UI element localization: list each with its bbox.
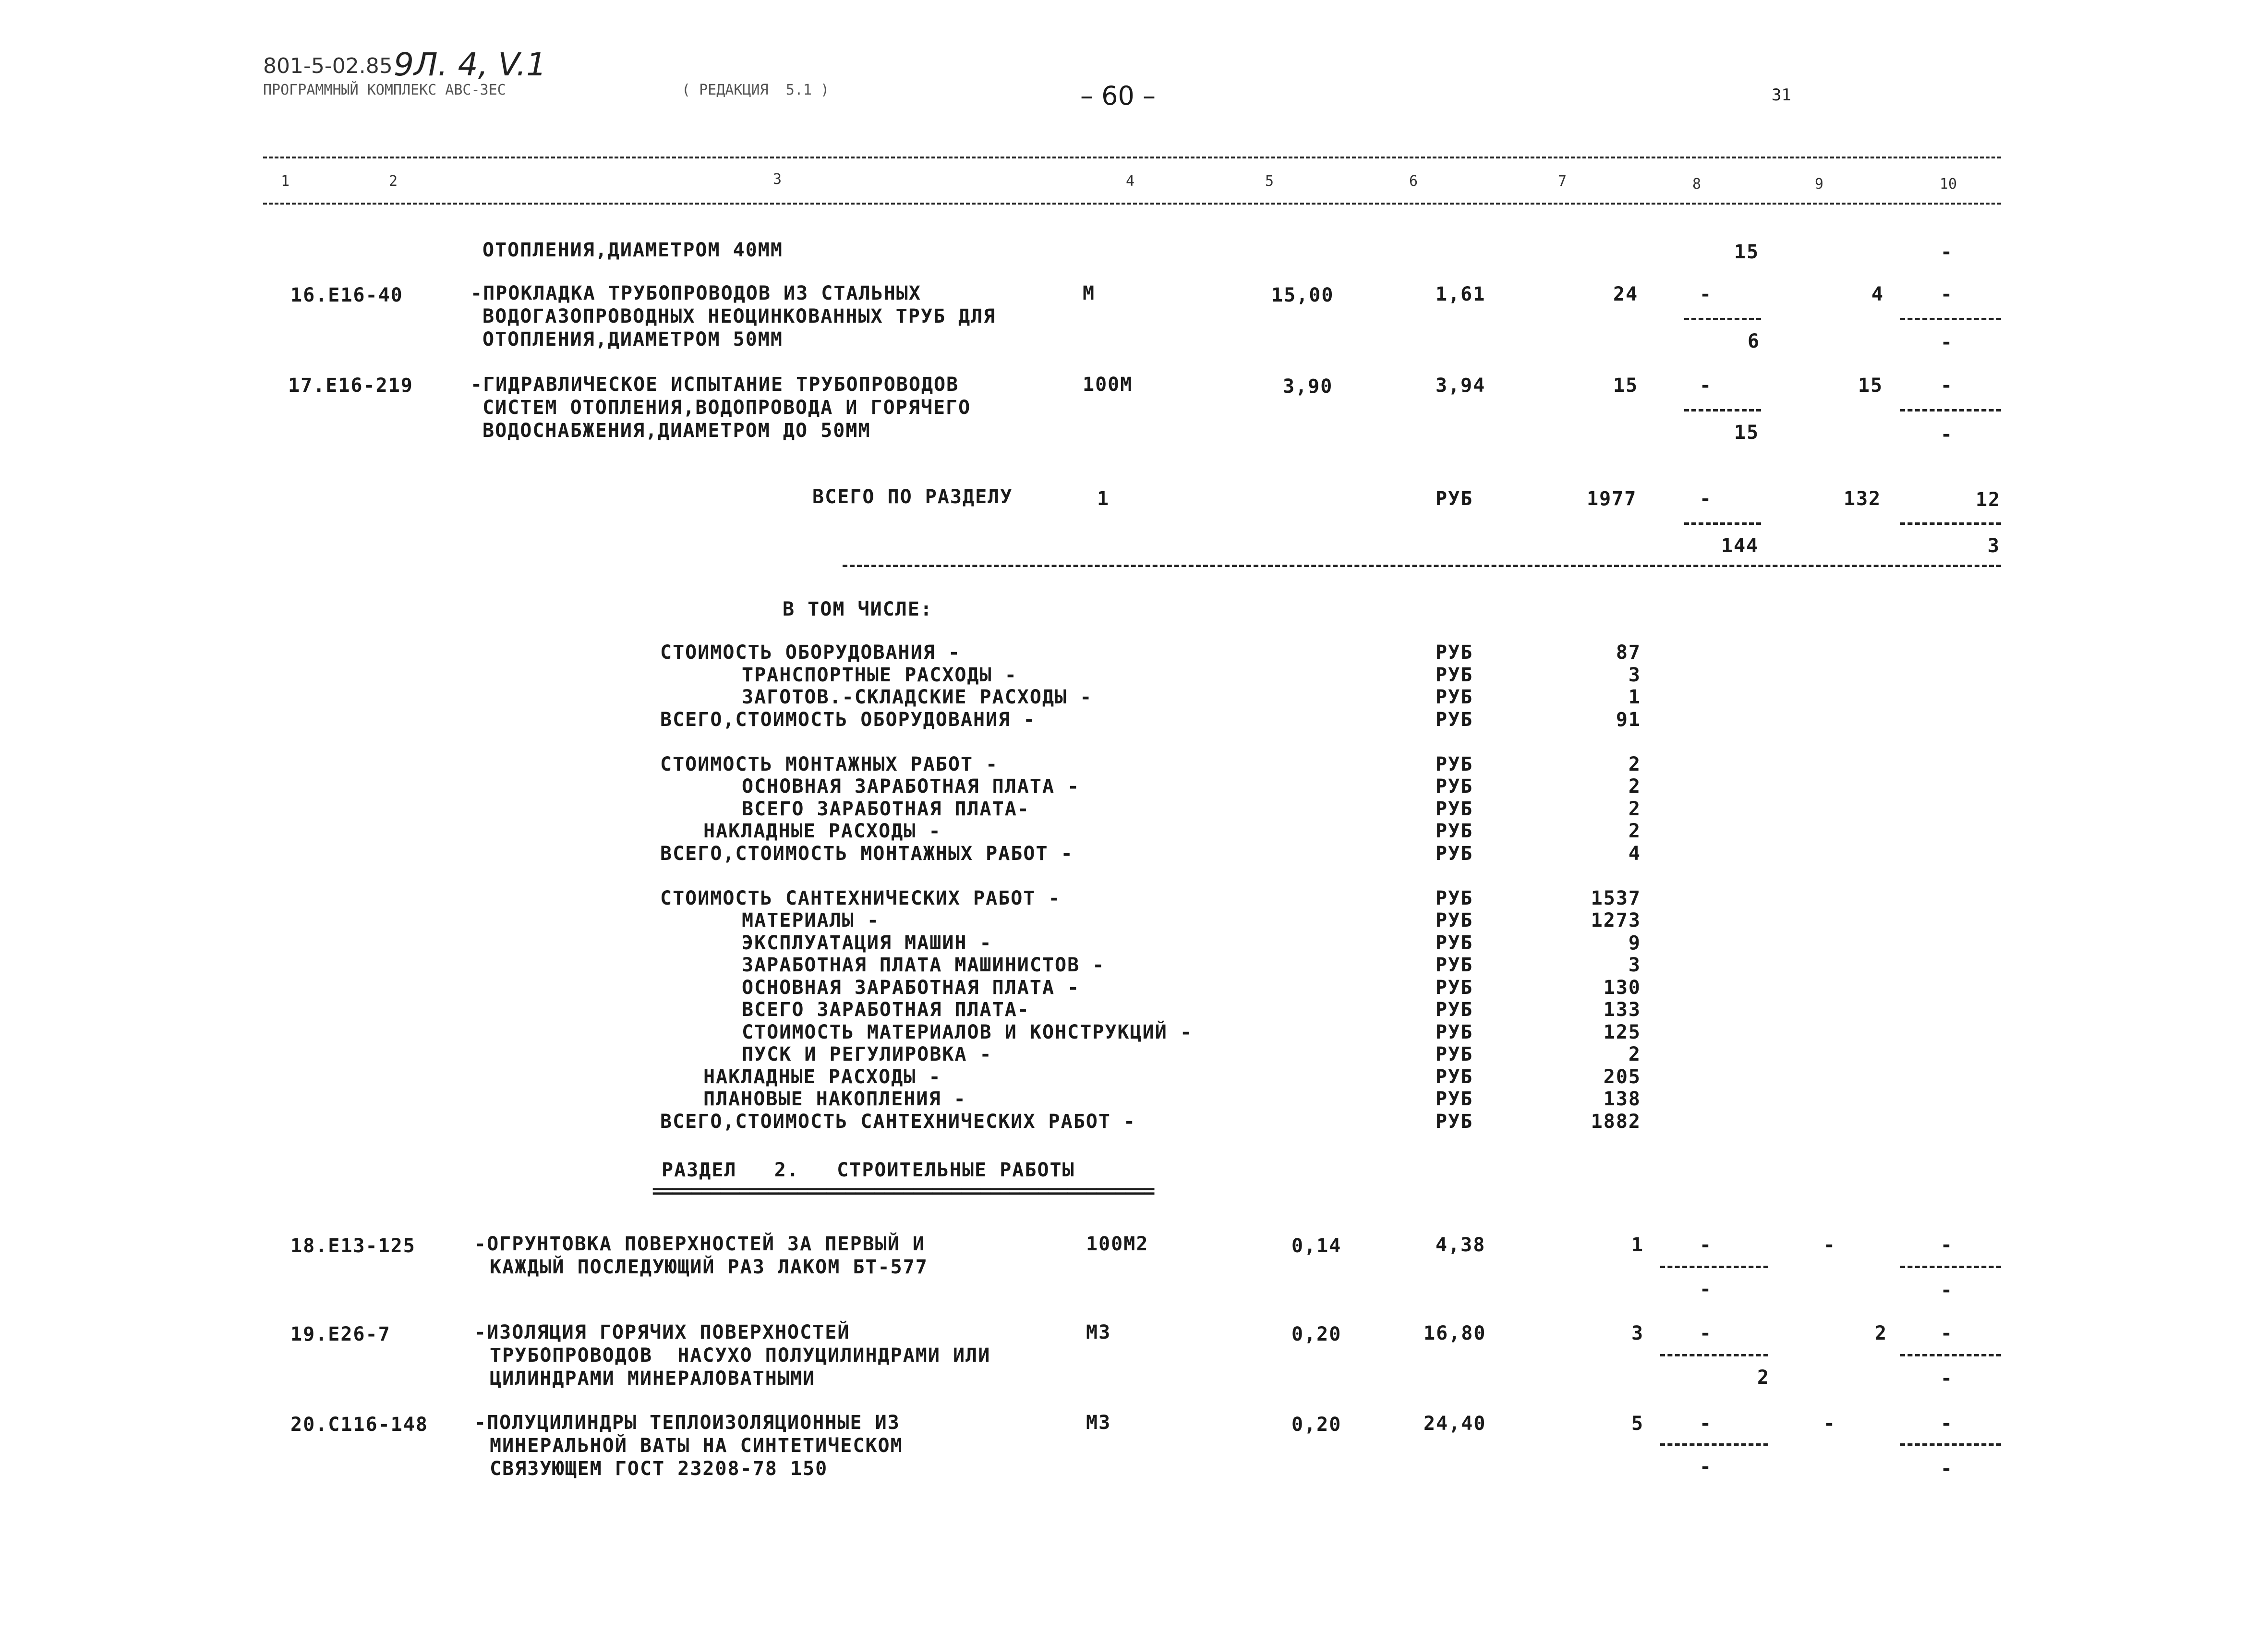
row-16-number: 16.Е16-40 bbox=[290, 284, 403, 306]
summary-label: ЗАРАБОТНАЯ ПЛАТА МАШИНИСТОВ - bbox=[742, 954, 1105, 976]
summary-unit: РУБ bbox=[1436, 954, 1473, 976]
summary-label: МАТЕРИАЛЫ - bbox=[742, 909, 880, 931]
summary-value: 9 bbox=[1628, 931, 1641, 954]
row-19-col9: 2 bbox=[1875, 1322, 1888, 1344]
row-18-col10-top: - bbox=[1941, 1234, 1954, 1256]
section-total-col8-top: - bbox=[1700, 488, 1713, 510]
header-rule-bottom bbox=[263, 203, 2001, 205]
row-20-col10-bottom: - bbox=[1941, 1458, 1954, 1480]
section-total-col10-top: 12 bbox=[1976, 489, 2001, 511]
summary-value: 2 bbox=[1628, 820, 1641, 842]
row-16-col10-rule bbox=[1900, 318, 2001, 320]
summary-unit: РУБ bbox=[1436, 708, 1473, 731]
summary-label: СТОИМОСТЬ САНТЕХНИЧЕСКИХ РАБОТ - bbox=[660, 887, 1061, 909]
summary-value: 1882 bbox=[1591, 1110, 1641, 1133]
row-20-unit-price: 24,40 bbox=[1424, 1413, 1486, 1435]
section-separator bbox=[843, 565, 2001, 567]
column-number: 10 bbox=[1940, 176, 1957, 193]
row-20-col8-rule bbox=[1660, 1443, 1768, 1446]
row-16-col9: 4 bbox=[1871, 283, 1884, 305]
row-18-desc-line1: -ОГРУНТОВКА ПОВЕРХНОСТЕЙ ЗА ПЕРВЫЙ И bbox=[474, 1233, 925, 1255]
summary-value: 87 bbox=[1616, 641, 1641, 664]
summary-label: НАКЛАДНЫЕ РАСХОДЫ - bbox=[703, 1065, 941, 1088]
section-2-underline: ==================================================== bbox=[652, 1180, 1154, 1202]
summary-label: ВСЕГО ЗАРАБОТНАЯ ПЛАТА- bbox=[742, 999, 1030, 1021]
column-number: 2 bbox=[389, 173, 398, 190]
summary-value: 91 bbox=[1616, 708, 1641, 731]
row-19-unit-price: 16,80 bbox=[1424, 1322, 1486, 1344]
summary-value: 1 bbox=[1628, 686, 1641, 708]
summary-value: 4 bbox=[1628, 842, 1641, 865]
row-18-desc-line2: КАЖДЫЙ ПОСЛЕДУЮЩИЙ РАЗ ЛАКОМ БТ-577 bbox=[490, 1256, 928, 1278]
row-19-desc-line3: ЦИЛИНДРАМИ МИНЕРАЛОВАТНЫМИ bbox=[490, 1367, 816, 1390]
summary-value: 125 bbox=[1603, 1021, 1641, 1043]
section-total-col10-rule bbox=[1900, 522, 2001, 525]
row-18-number: 18.Е13-125 bbox=[290, 1235, 416, 1257]
row-20-unit: М3 bbox=[1086, 1412, 1111, 1434]
row-18-col10-rule bbox=[1900, 1266, 2001, 1268]
row-16-col10-top: - bbox=[1941, 283, 1954, 305]
summary-label: ЭКСПЛУАТАЦИЯ МАШИН - bbox=[742, 931, 992, 954]
row-17-col8-rule bbox=[1684, 409, 1761, 411]
row-16-col8-bottom: 6 bbox=[1748, 330, 1761, 352]
row-17-number: 17.Е16-219 bbox=[288, 375, 413, 397]
summary-value: 2 bbox=[1628, 775, 1641, 798]
summary-label: ТРАНСПОРТНЫЕ РАСХОДЫ - bbox=[742, 664, 1017, 686]
summary-unit: РУБ bbox=[1436, 931, 1473, 954]
row-16-col8-top: - bbox=[1700, 283, 1713, 305]
row-20-col10-top: - bbox=[1941, 1413, 1954, 1435]
column-number: 7 bbox=[1558, 173, 1567, 190]
section-2-title: РАЗДЕЛ 2. СТРОИТЕЛЬНЫЕ РАБОТЫ bbox=[662, 1159, 1075, 1181]
summary-value: 2 bbox=[1628, 798, 1641, 820]
section-total-label: ВСЕГО ПО РАЗДЕЛУ bbox=[812, 486, 1013, 508]
row-19-col10-top: - bbox=[1941, 1322, 1954, 1344]
row-17-unit-price: 3,94 bbox=[1436, 375, 1486, 397]
row-19-unit: М3 bbox=[1086, 1321, 1111, 1343]
row-17-quantity: 3,90 bbox=[1283, 375, 1333, 398]
page-number: – 60 – bbox=[1080, 81, 1156, 111]
summary-unit: РУБ bbox=[1436, 664, 1473, 686]
row-18-total: 1 bbox=[1631, 1234, 1644, 1256]
row-20-total: 5 bbox=[1631, 1413, 1644, 1435]
section-total-col10-bottom: 3 bbox=[1988, 535, 2001, 557]
row-19-desc-line1: -ИЗОЛЯЦИЯ ГОРЯЧИХ ПОВЕРХНОСТЕЙ bbox=[474, 1321, 850, 1343]
summary-unit: РУБ bbox=[1436, 887, 1473, 909]
row-continuation-text: ОТОПЛЕНИЯ,ДИАМЕТРОМ 40ММ bbox=[483, 239, 783, 261]
summary-label: СТОИМОСТЬ МАТЕРИАЛОВ И КОНСТРУКЦИЙ - bbox=[742, 1021, 1193, 1043]
summary-unit: РУБ bbox=[1436, 798, 1473, 820]
row-18-col8-rule bbox=[1660, 1266, 1768, 1268]
row-19-col10-rule bbox=[1900, 1354, 2001, 1356]
row-20-desc-line2: МИНЕРАЛЬНОЙ ВАТЫ НА СИНТЕТИЧЕСКОМ bbox=[490, 1435, 903, 1457]
summary-label: НАКЛАДНЫЕ РАСХОДЫ - bbox=[703, 820, 941, 842]
row-18-quantity: 0,14 bbox=[1291, 1235, 1342, 1257]
summary-value: 2 bbox=[1628, 1043, 1641, 1065]
sheet-number: 31 bbox=[1772, 85, 1791, 105]
summary-unit: РУБ bbox=[1436, 1088, 1473, 1110]
summary-value: 133 bbox=[1603, 999, 1641, 1021]
row-18-col8-top: - bbox=[1700, 1234, 1713, 1256]
row-17-desc-line3: ВОДОСНАБЖЕНИЯ,ДИАМЕТРОМ ДО 50ММ bbox=[483, 420, 871, 442]
summary-unit: РУБ bbox=[1436, 753, 1473, 775]
summary-label: СТОИМОСТЬ МОНТАЖНЫХ РАБОТ - bbox=[660, 753, 999, 775]
row-17-col10-rule bbox=[1900, 409, 2001, 411]
row-16-unit: М bbox=[1083, 282, 1096, 304]
row-17-total: 15 bbox=[1613, 375, 1639, 397]
row-19-col10-bottom: - bbox=[1941, 1367, 1954, 1390]
summary-label: ВСЕГО,СТОИМОСТЬ МОНТАЖНЫХ РАБОТ - bbox=[660, 842, 1074, 865]
row-20-col10-rule bbox=[1900, 1443, 2001, 1446]
row-17-col10-top: - bbox=[1941, 375, 1954, 397]
including-title: В ТОМ ЧИСЛЕ: bbox=[783, 598, 933, 620]
section-total-sum: 1977 bbox=[1587, 488, 1637, 510]
section-total-col8-rule bbox=[1684, 522, 1761, 525]
row-20-desc-line1: -ПОЛУЦИЛИНДРЫ ТЕПЛОИЗОЛЯЦИОННЫЕ ИЗ bbox=[474, 1412, 900, 1434]
column-number: 9 bbox=[1815, 176, 1824, 193]
summary-label: ВСЕГО,СТОИМОСТЬ ОБОРУДОВАНИЯ - bbox=[660, 708, 1036, 731]
summary-value: 1537 bbox=[1591, 887, 1641, 909]
row-17-desc-line2: СИСТЕМ ОТОПЛЕНИЯ,ВОДОПРОВОДА И ГОРЯЧЕГО bbox=[483, 397, 971, 419]
summary-unit: РУБ bbox=[1436, 1065, 1473, 1088]
summary-unit: РУБ bbox=[1436, 842, 1473, 865]
cell-col10-bottom: - bbox=[1941, 241, 1954, 263]
section-total-number: 1 bbox=[1097, 488, 1110, 510]
document-code: 801-5-02.85 bbox=[263, 54, 393, 78]
row-20-col9: - bbox=[1823, 1413, 1836, 1435]
row-16-desc-line1: -ПРОКЛАДКА ТРУБОПРОВОДОВ ИЗ СТАЛЬНЫХ bbox=[470, 282, 921, 304]
summary-value: 130 bbox=[1603, 976, 1641, 999]
column-number: 8 bbox=[1692, 176, 1701, 193]
summary-unit: РУБ bbox=[1436, 820, 1473, 842]
row-16-desc-line2: ВОДОГАЗОПРОВОДНЫХ НЕОЦИНКОВАННЫХ ТРУБ ДЛЯ bbox=[483, 305, 996, 327]
row-18-unit: 100М2 bbox=[1086, 1233, 1149, 1255]
column-number: 3 bbox=[773, 171, 782, 188]
row-19-desc-line2: ТРУБОПРОВОДОВ НАСУХО ПОЛУЦИЛИНДРАМИ ИЛИ bbox=[490, 1344, 991, 1367]
row-16-desc-line3: ОТОПЛЕНИЯ,ДИАМЕТРОМ 50ММ bbox=[483, 328, 783, 351]
row-20-desc-line3: СВЯЗУЮЩЕМ ГОСТ 23208-78 150 bbox=[490, 1458, 828, 1480]
row-16-col8-rule bbox=[1684, 318, 1761, 320]
summary-value: 3 bbox=[1628, 664, 1641, 686]
summary-value: 205 bbox=[1603, 1065, 1641, 1088]
row-17-col8-bottom: 15 bbox=[1734, 422, 1760, 444]
section-total-col8-bottom: 144 bbox=[1721, 535, 1759, 557]
summary-label: ВСЕГО,СТОИМОСТЬ САНТЕХНИЧЕСКИХ РАБОТ - bbox=[660, 1110, 1136, 1133]
row-19-total: 3 bbox=[1631, 1322, 1644, 1344]
column-number: 6 bbox=[1409, 173, 1418, 190]
summary-unit: РУБ bbox=[1436, 909, 1473, 931]
row-19-col8-top: - bbox=[1700, 1322, 1713, 1344]
row-16-quantity: 15,00 bbox=[1271, 284, 1334, 306]
column-number: 5 bbox=[1265, 173, 1274, 190]
summary-label: ЗАГОТОВ.-СКЛАДСКИЕ РАСХОДЫ - bbox=[742, 686, 1093, 708]
summary-label: ПУСК И РЕГУЛИРОВКА - bbox=[742, 1043, 992, 1065]
section-total-unit: РУБ bbox=[1436, 488, 1473, 510]
header-rule-top bbox=[263, 157, 2001, 158]
summary-value: 3 bbox=[1628, 954, 1641, 976]
row-17-unit: 100М bbox=[1083, 374, 1133, 396]
summary-label: ОСНОВНАЯ ЗАРАБОТНАЯ ПЛАТА - bbox=[742, 976, 1080, 999]
cell-col8-bottom: 15 bbox=[1734, 241, 1760, 263]
row-19-quantity: 0,20 bbox=[1291, 1323, 1342, 1345]
summary-unit: РУБ bbox=[1436, 1043, 1473, 1065]
row-19-col8-rule bbox=[1660, 1354, 1768, 1356]
program-name: ПРОГРАММНЫЙ КОМПЛЕКС АВС-ЗЕС bbox=[263, 82, 506, 98]
summary-label: СТОИМОСТЬ ОБОРУДОВАНИЯ - bbox=[660, 641, 961, 664]
row-18-unit-price: 4,38 bbox=[1436, 1234, 1486, 1256]
row-17-col10-bottom: - bbox=[1941, 423, 1954, 446]
summary-value: 138 bbox=[1603, 1088, 1641, 1110]
row-16-total: 24 bbox=[1613, 283, 1639, 305]
row-20-number: 20.С116-148 bbox=[290, 1414, 428, 1436]
row-17-col9: 15 bbox=[1858, 375, 1883, 397]
row-20-col8-top: - bbox=[1700, 1413, 1713, 1435]
column-number: 4 bbox=[1126, 173, 1135, 190]
section-total-col9: 132 bbox=[1844, 488, 1882, 510]
row-20-quantity: 0,20 bbox=[1291, 1414, 1342, 1436]
row-19-col8-bottom: 2 bbox=[1757, 1367, 1770, 1389]
row-18-col8-bottom: - bbox=[1700, 1278, 1713, 1300]
summary-unit: РУБ bbox=[1436, 999, 1473, 1021]
row-20-col8-bottom: - bbox=[1700, 1456, 1713, 1478]
row-18-col9: - bbox=[1823, 1234, 1836, 1256]
summary-label: ПЛАНОВЫЕ НАКОПЛЕНИЯ - bbox=[703, 1088, 966, 1110]
summary-unit: РУБ bbox=[1436, 686, 1473, 708]
row-17-desc-line1: -ГИДРАВЛИЧЕСКОЕ ИСПЫТАНИЕ ТРУБОПРОВОДОВ bbox=[470, 374, 959, 396]
summary-label: ВСЕГО ЗАРАБОТНАЯ ПЛАТА- bbox=[742, 798, 1030, 820]
summary-value: 2 bbox=[1628, 753, 1641, 775]
row-18-col10-bottom: - bbox=[1941, 1279, 1954, 1301]
summary-unit: РУБ bbox=[1436, 775, 1473, 798]
summary-unit: РУБ bbox=[1436, 1021, 1473, 1043]
row-16-unit-price: 1,61 bbox=[1436, 283, 1486, 305]
edition-label: ( РЕДАКЦИЯ 5.1 ) bbox=[682, 82, 830, 98]
summary-label: ОСНОВНАЯ ЗАРАБОТНАЯ ПЛАТА - bbox=[742, 775, 1080, 798]
column-number: 1 bbox=[281, 173, 290, 190]
row-16-col10-bottom: - bbox=[1941, 331, 1954, 353]
summary-unit: РУБ bbox=[1436, 976, 1473, 999]
handwritten-note: 9Л. 4, V.1 bbox=[394, 46, 547, 83]
summary-unit: РУБ bbox=[1436, 1110, 1473, 1133]
summary-unit: РУБ bbox=[1436, 641, 1473, 664]
row-17-col8-top: - bbox=[1700, 375, 1713, 397]
row-19-number: 19.Е26-7 bbox=[290, 1323, 391, 1345]
summary-value: 1273 bbox=[1591, 909, 1641, 931]
